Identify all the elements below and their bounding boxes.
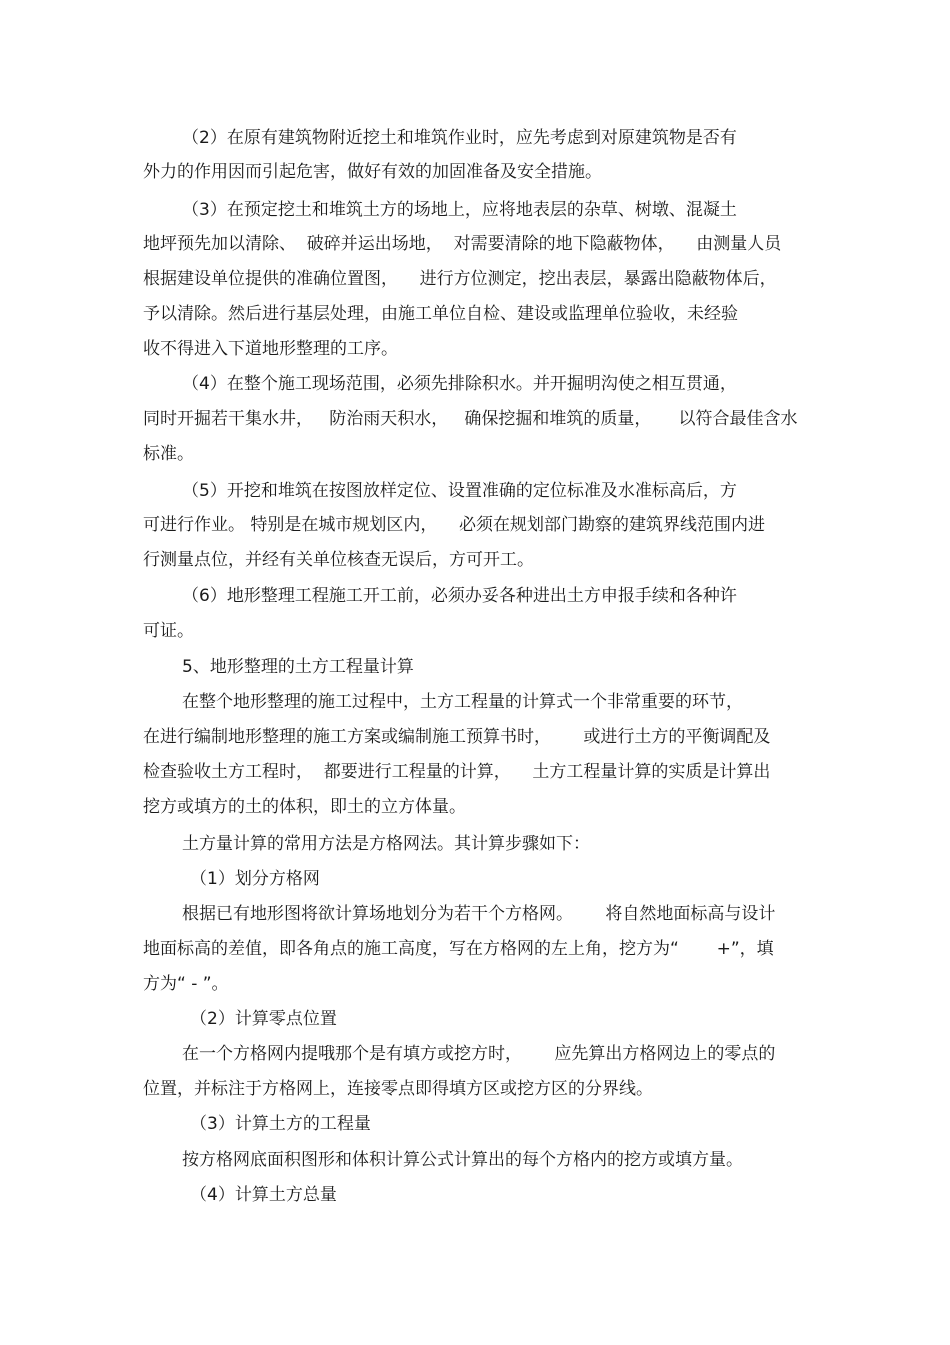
text-line: （3）在预定挖土和堆筑土方的场地上，应将地表层的杂草、树墩、混凝土 [182, 200, 737, 220]
text-line: 方为“ - ”。 [143, 974, 229, 994]
subheading: （1）划分方格网 [190, 869, 320, 889]
text-line: 在进行编制地形整理的施工方案或编制施工预算书时， 或进行土方的平衡调配及 [143, 727, 771, 747]
text-line: 标准。 [143, 444, 194, 464]
text-line: 可证。 [143, 621, 194, 641]
text-line: 同时开掘若干集水井， 防治雨天积水， 确保挖掘和堆筑的质量， 以符合最佳含水 [143, 409, 798, 429]
text-line: （4）在整个施工现场范围，必须先排除积水。并开掘明沟使之相互贯通， [182, 374, 737, 394]
text-line: 土方量计算的常用方法是方格网法。其计算步骤如下： [182, 834, 590, 854]
text-line: 挖方或填方的土的体积，即土的立方体量。 [143, 797, 466, 817]
text-line: 检查验收土方工程时， 都要进行工程量的计算， 土方工程量计算的实质是计算出 [143, 762, 771, 782]
text-line: 予以清除。然后进行基层处理，由施工单位自检、建设或监理单位验收，未经验 [143, 304, 738, 324]
text-line: 地坪预先加以清除、 破碎并运出场地， 对需要清除的地下隐蔽物体， 由测量人员 [143, 234, 782, 254]
text-line: 可进行作业。 特别是在城市规划区内， 必须在规划部门勘察的建筑界线范围内进 [143, 515, 766, 535]
text-line: （5）开挖和堆筑在按图放样定位、设置准确的定位标准及水准标高后，方 [182, 481, 737, 501]
text-line: 位置，并标注于方格网上，连接零点即得填方区或挖方区的分界线。 [143, 1079, 653, 1099]
text-line: 收不得进入下道地形整理的工序。 [143, 339, 398, 359]
subheading: （2）计算零点位置 [190, 1009, 337, 1029]
text-line: 在整个地形整理的施工过程中，土方工程量的计算式一个非常重要的环节， [182, 692, 743, 712]
text-line: 外力的作用因而引起危害，做好有效的加固准备及安全措施。 [143, 162, 602, 182]
subheading: （3）计算土方的工程量 [190, 1114, 371, 1134]
text-line: 根据已有地形图将欲计算场地划分为若干个方格网。 将自然地面标高与设计 [182, 904, 776, 924]
text-line: 按方格网底面积图形和体积计算公式计算出的每个方格内的挖方或填方量。 [182, 1150, 743, 1170]
text-line: （2）在原有建筑物附近挖土和堆筑作业时，应先考虑到对原建筑物是否有 [182, 128, 737, 148]
text-line: 在一个方格网内提哦那个是有填方或挖方时， 应先算出方格网边上的零点的 [182, 1044, 776, 1064]
text-line: （6）地形整理工程施工开工前，必须办妥各种进出土方申报手续和各种许 [182, 586, 737, 606]
text-line: 地面标高的差值，即各角点的施工高度，写在方格网的左上角，挖方为“ +”，填 [143, 939, 774, 959]
subheading: （4）计算土方总量 [190, 1185, 337, 1205]
text-line: 行测量点位，并经有关单位核查无误后，方可开工。 [143, 550, 534, 570]
section-heading: 5、地形整理的土方工程量计算 [182, 657, 414, 677]
text-line: 根据建设单位提供的准确位置图， 进行方位测定，挖出表层，暴露出隐蔽物体后， [143, 269, 777, 289]
